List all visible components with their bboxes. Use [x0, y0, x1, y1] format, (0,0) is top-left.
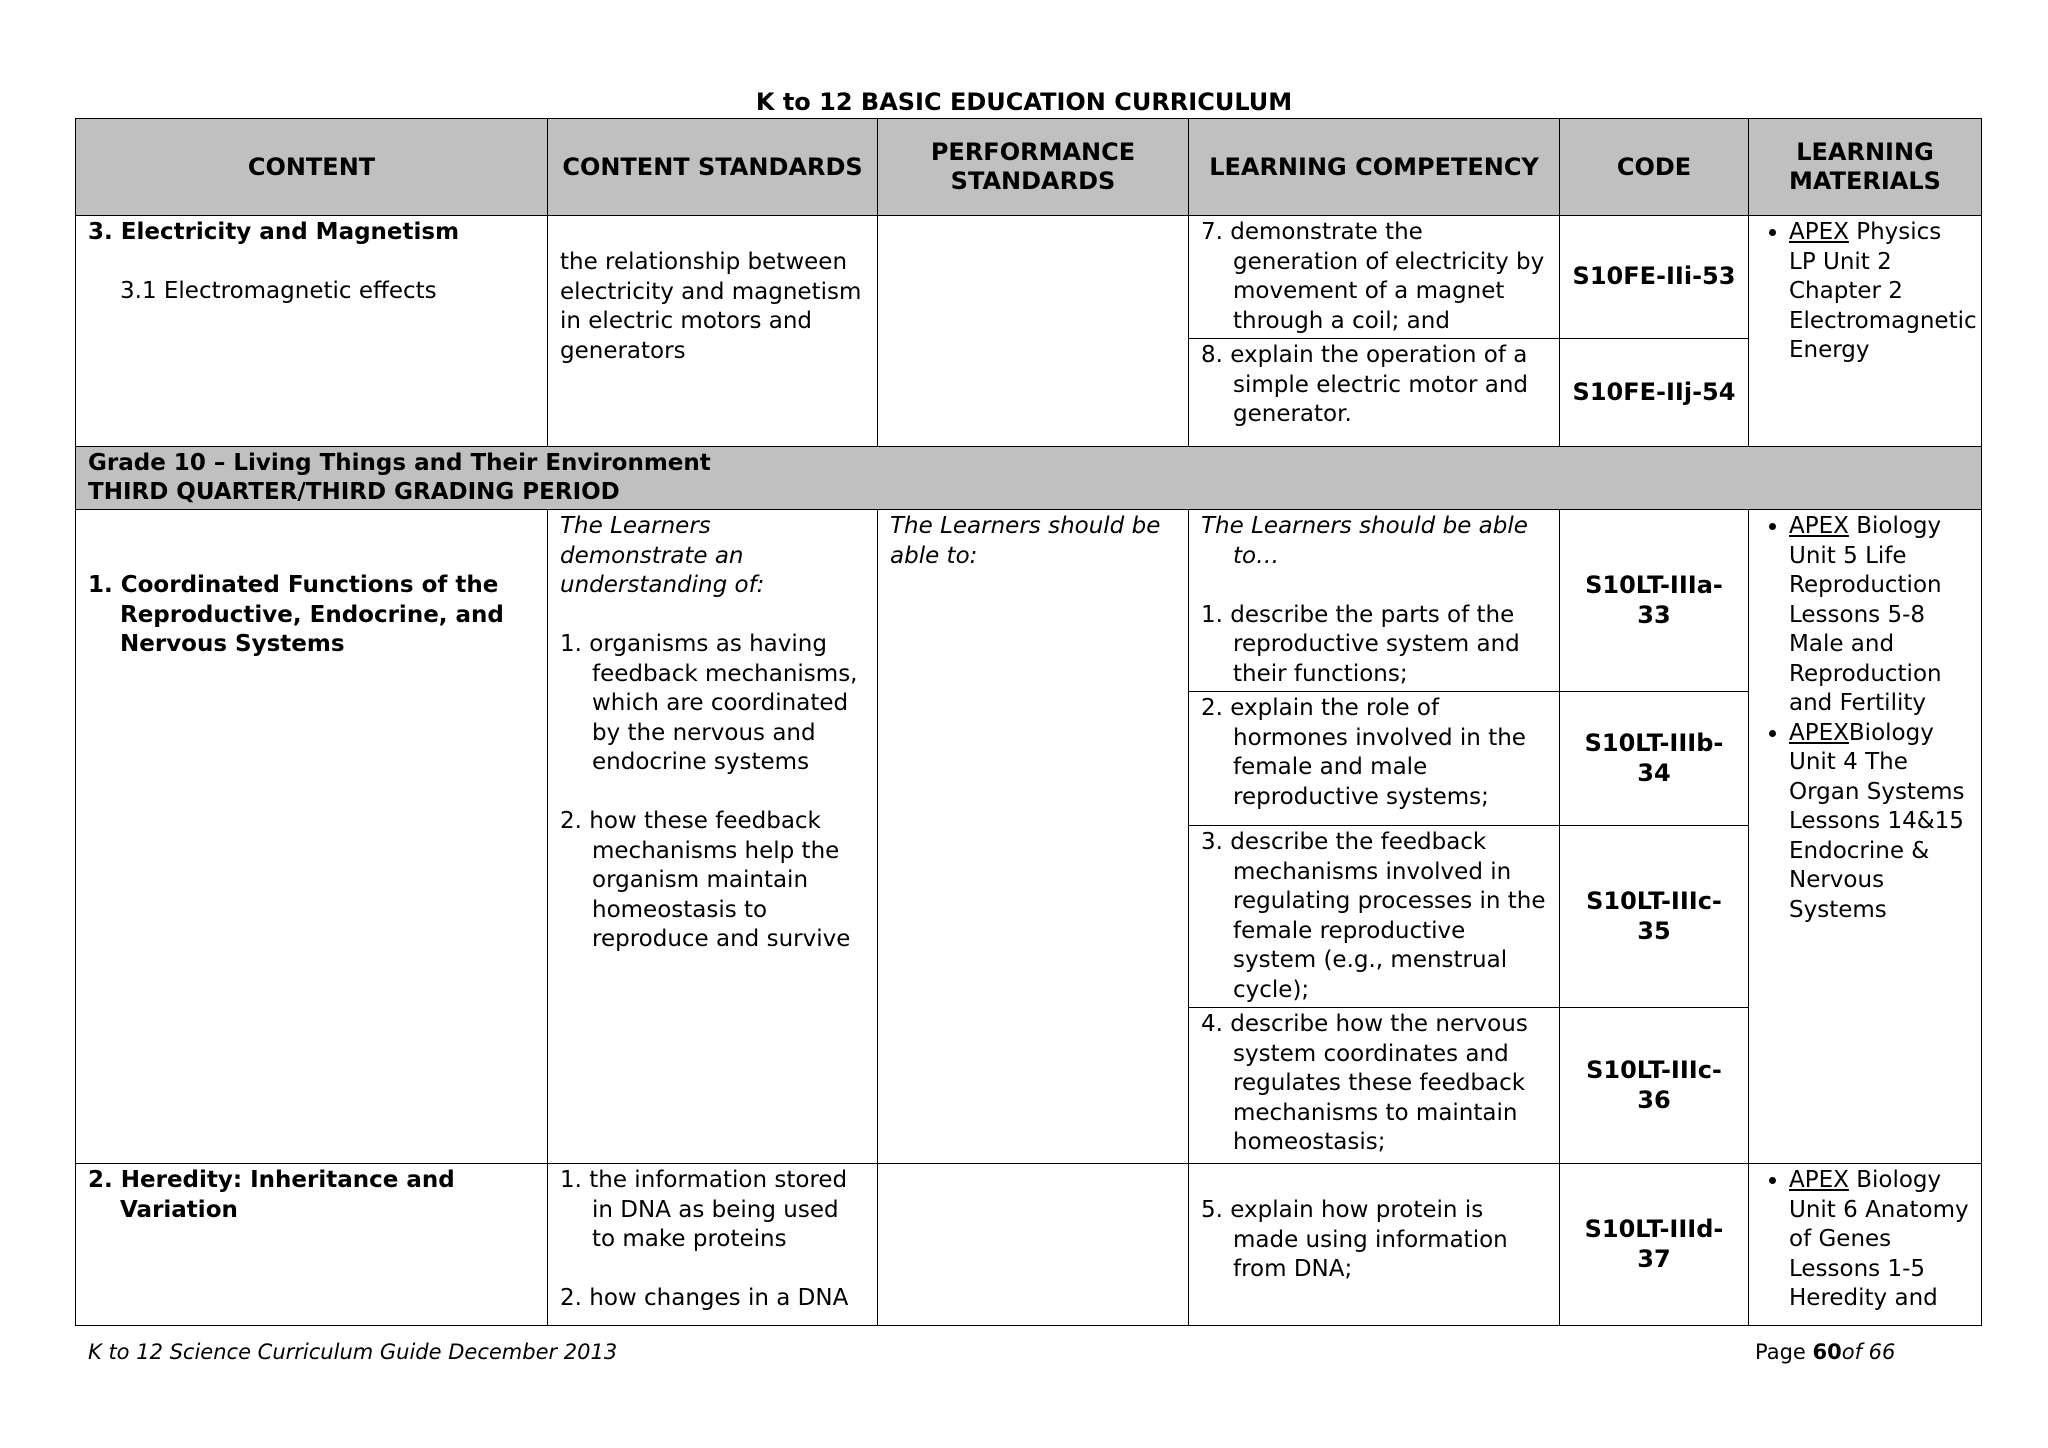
- material-item: • APEXBiology Unit 4 The Organ Systems Lessons 14&15 Endocrine & Nervous Systems: [1789, 719, 1969, 926]
- header-code: CODE: [1560, 119, 1749, 216]
- content-standard-item: 2. how changes in a DNA: [560, 1285, 849, 1311]
- content-standard-text: the relationship between electricity and magnetism in electric motors and generators: [560, 249, 862, 364]
- content-standards-cell: [548, 1164, 878, 1326]
- grade-band-title: Grade 10 – Living Things and Their Environment: [88, 450, 711, 476]
- content-title: 1. Coordinated Functions of the Reproductive, Endocrine, and Nervous Systems: [88, 572, 504, 657]
- grading-period: THIRD QUARTER/THIRD GRADING PERIOD: [88, 479, 620, 505]
- performance-standards-intro: The Learners should be able to:: [890, 513, 1161, 569]
- content-standard-item: 1. the information stored in DNA as being used to make proteins: [560, 1167, 848, 1252]
- performance-standards-cell: [878, 216, 1189, 447]
- footer-page-number: Page 60of 66: [1755, 1340, 1896, 1364]
- materials-cell: [1749, 1164, 1982, 1326]
- content-cell: [76, 216, 548, 447]
- competency-item: 7. demonstrate the generation of electricity by movement of a magnet through a coil; and: [1201, 219, 1545, 334]
- content-title: 3. Electricity and Magnetism: [88, 219, 460, 245]
- content-standard-item: 1. organisms as having feedback mechanisms, which are coordinated by the nervous and endocrine systems: [560, 631, 858, 775]
- competency-intro: The Learners should be able to…: [1201, 513, 1528, 569]
- performance-standards-cell: [878, 1164, 1189, 1326]
- content-standard-item: 2. how these feedback mechanisms help the organism maintain homeostasis to reproduce and survive: [560, 808, 851, 952]
- code-cell: S10LT-IIIc-35: [1560, 826, 1749, 1008]
- competency-item: 1. describe the parts of the reproductive system and their functions;: [1201, 601, 1520, 687]
- content-cell: [76, 1164, 548, 1326]
- header-learning-competency: LEARNING COMPETENCY: [1189, 119, 1560, 216]
- competency-cell: [1189, 216, 1560, 339]
- content-standards-intro: The Learners demonstrate an understanding of:: [560, 513, 765, 598]
- performance-standards-cell: [878, 510, 1189, 1164]
- code-cell: S10FE-IIj-54: [1560, 339, 1749, 447]
- material-link[interactable]: APEX: [1789, 513, 1849, 539]
- content-subtopic: 3.1 Electromagnetic effects: [120, 278, 437, 304]
- content-cell: [76, 510, 548, 1164]
- footer-guide-title: K to 12 Science Curriculum Guide December 2013: [88, 1340, 618, 1364]
- competency-item: 3. describe the feedback mechanisms involved in regulating processes in the female reproductive system (e.g., menstrual cycle);: [1201, 829, 1546, 1003]
- header-content-standards: CONTENT STANDARDS: [548, 119, 878, 216]
- competency-item: 8. explain the operation of a simple electric motor and generator.: [1201, 342, 1528, 427]
- materials-cell: [1749, 510, 1982, 1164]
- competency-cell: [1189, 826, 1560, 1008]
- table-row: [76, 216, 1982, 339]
- content-title: 2. Heredity: Inheritance and Variation: [88, 1167, 455, 1223]
- material-item: • APEX Physics LP Unit 2 Chapter 2 Electromagnetic Energy: [1789, 218, 1969, 366]
- header-row: [76, 119, 1982, 216]
- table-row: [76, 510, 1982, 692]
- material-link[interactable]: APEX: [1789, 719, 1849, 746]
- material-link[interactable]: APEX: [1789, 1167, 1849, 1193]
- competency-item: 4. describe how the nervous system coordinates and regulates these feedback mechanisms to maintain homeostasis;: [1201, 1011, 1528, 1155]
- code-cell: S10FE-IIi-53: [1560, 216, 1749, 339]
- header-performance-standards: PERFORMANCE STANDARDS: [878, 119, 1189, 216]
- competency-cell: [1189, 339, 1560, 447]
- code-cell: S10LT-IIId-37: [1560, 1164, 1749, 1326]
- material-item: • APEX Biology Unit 5 Life Reproduction Lessons 5-8 Male and Reproduction and Fertility: [1789, 512, 1969, 719]
- materials-cell: [1749, 216, 1982, 447]
- code-cell: S10LT-IIIc-36: [1560, 1008, 1749, 1164]
- competency-item: 2. explain the role of hormones involved in the female and male reproductive systems;: [1201, 695, 1526, 810]
- document-title: K to 12 BASIC EDUCATION CURRICULUM: [755, 88, 1293, 116]
- competency-cell: [1189, 1164, 1560, 1326]
- content-standards-cell: [548, 510, 878, 1164]
- header-content: CONTENT: [76, 119, 548, 216]
- material-item: • APEX Biology Unit 6 Anatomy of Genes Lessons 1-5 Heredity and: [1789, 1166, 1969, 1314]
- content-standards-cell: [548, 216, 878, 447]
- table-row: [76, 1164, 1982, 1326]
- grade-band: [76, 447, 1982, 510]
- code-cell: S10LT-IIIa-33: [1560, 510, 1749, 692]
- grade-band-row: [76, 447, 1982, 510]
- curriculum-table: [75, 118, 1982, 1326]
- header-learning-materials: LEARNING MATERIALS: [1749, 119, 1982, 216]
- competency-item: 5. explain how protein is made using information from DNA;: [1201, 1197, 1508, 1282]
- competency-cell: [1189, 692, 1560, 826]
- code-cell: S10LT-IIIb-34: [1560, 692, 1749, 826]
- competency-cell: [1189, 510, 1560, 692]
- competency-cell: [1189, 1008, 1560, 1164]
- material-link[interactable]: APEX: [1789, 219, 1849, 245]
